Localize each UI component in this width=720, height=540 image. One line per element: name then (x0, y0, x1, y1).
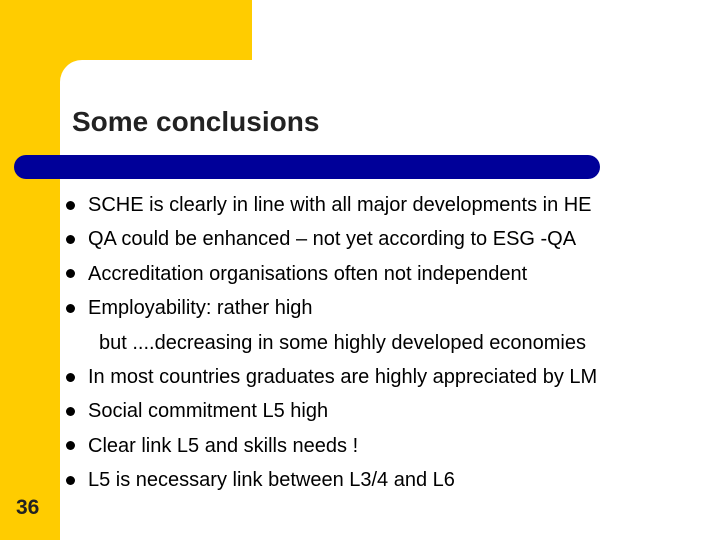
bullet-icon (66, 441, 75, 450)
bullet-text: Accreditation organisations often not independent (88, 262, 528, 285)
slide-title: Some conclusions (72, 106, 320, 137)
bullet-text: but ....decreasing in some highly developed economies (99, 331, 586, 354)
list-item (66, 463, 597, 497)
list-item (66, 257, 597, 291)
list-item (66, 222, 597, 256)
bullet-text: Clear link L5 and skills needs ! (88, 434, 359, 457)
title-underline-bar (14, 155, 600, 179)
bullet-icon (66, 373, 75, 382)
list-item (66, 188, 597, 222)
left-accent-bar (0, 0, 60, 540)
list-item (66, 360, 597, 394)
bullet-text: SCHE is clearly in line with all major developments in HE (88, 194, 592, 216)
bullet-icon (66, 201, 75, 210)
bullet-icon (66, 407, 75, 416)
bullet-text: QA could be enhanced – not yet according to ESG -QA (88, 228, 577, 251)
list-item (66, 429, 597, 463)
bullet-icon (66, 235, 75, 244)
bullet-icon (66, 476, 75, 485)
bullet-icon (66, 304, 75, 313)
bullet-text: In most countries graduates are highly appreciated by LM (88, 365, 598, 388)
bullet-list (66, 188, 597, 498)
page-number: 36 (16, 496, 40, 519)
list-item (66, 394, 597, 428)
bullet-icon (66, 269, 75, 278)
list-item-continuation (66, 326, 597, 360)
list-item (66, 291, 597, 325)
bullet-text: Employability: rather high (88, 297, 313, 320)
bullet-text: Social commitment L5 high (88, 400, 329, 423)
bullet-text: L5 is necessary link between L3/4 and L6 (88, 469, 455, 492)
